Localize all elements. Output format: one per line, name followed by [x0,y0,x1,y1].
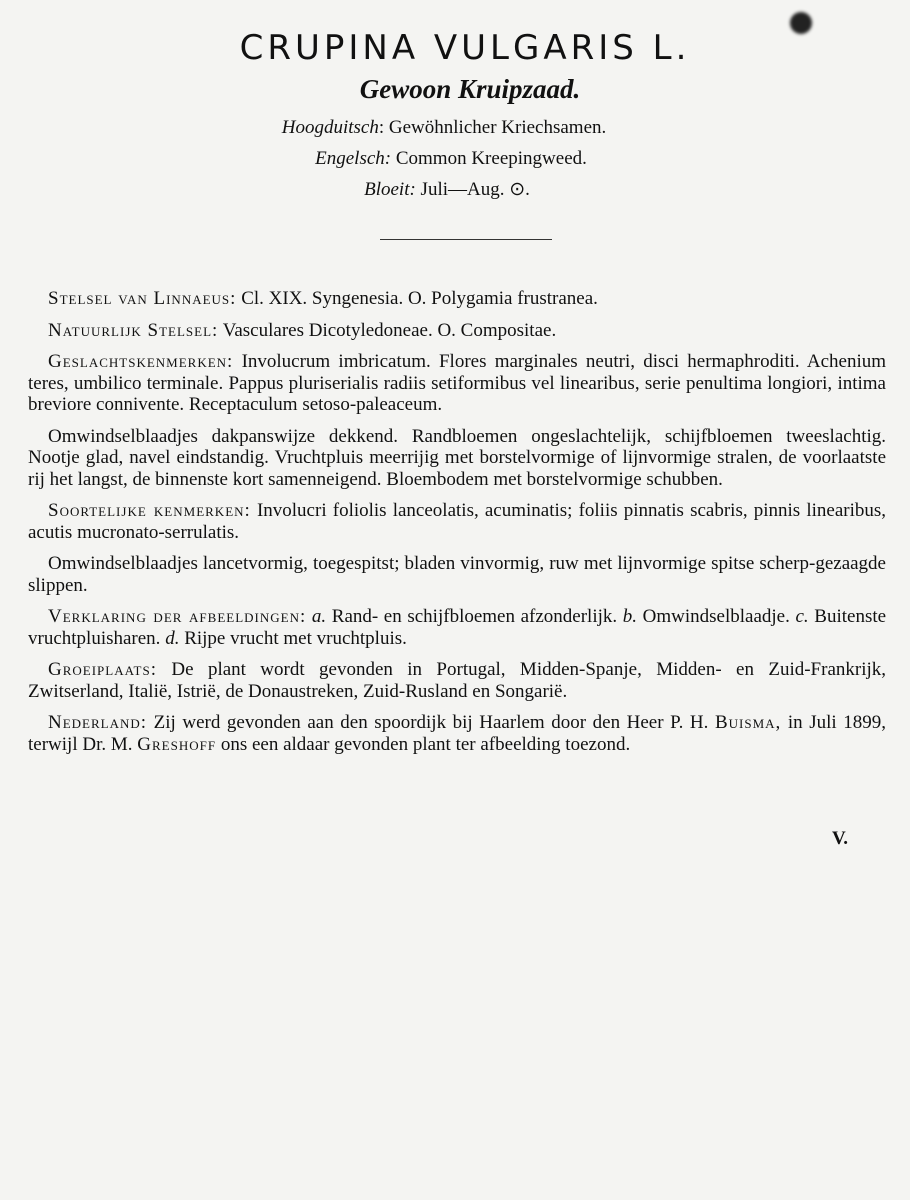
english-name-line [0,143,910,174]
genus-characters-latin [28,351,886,416]
netherlands-text-3: ons een aldaar gevonden plant ter afbeelding toezond. [220,733,631,755]
natural-system-text: Vasculares Dicotyledoneae. O. Compositae. [222,319,557,341]
english-name: Common Kreepingweed. [395,148,587,169]
figure-key-b: b. [622,606,638,627]
netherlands-text-2: in Juli 1899, terwijl Dr. M. [28,712,887,755]
natural-system [28,320,886,342]
figure-key-d: d. [165,627,180,649]
figure-text-a: Rand- en schijfbloemen afzonderlijk. [331,606,618,627]
figure-key-c: c. [795,606,809,627]
linnaeus-label: Stelsel van Linnaeus: [48,288,237,309]
figure-text-c: Buitenste vruchtpluisharen. [28,606,887,649]
author-signature: V. [832,828,849,849]
figure-explanation [28,606,886,649]
species-characters-latin [28,500,886,543]
german-name-line: Hoogduitsch: Gewöhnlicher Kriechsamen. [281,117,607,138]
german-name: Gewöhnlicher Kriechsamen. [388,117,607,138]
netherlands-text-1: Zij werd gevonden aan den spoordijk bij Haarlem door den Heer P. H. [153,712,709,733]
figure-explanation-label: Verklaring der afbeeldingen: [48,606,307,627]
linnaeus-text: Cl. XIX. Syngenesia. O. Polygamia frustranea. [241,288,598,309]
figure-text-b: Omwindselblaadje. [642,606,790,627]
english-label: Engelsch: [315,148,392,169]
species-title: CRUPINA VULGARIS L. [239,28,691,68]
document-header [0,28,910,205]
species-characters-dutch: Omwindselblaadjes lancetvormig, toegespitst; bladen vinvormig, ruw met lijnvormige spitse scherp-gezaagde slippen. [28,553,886,596]
habitat-label: Groeiplaats: [48,659,158,680]
document-body [28,288,886,765]
dutch-name: Gewoon Kruipzaad. [359,74,581,104]
species-characters-latin-text: Involucri foliolis lanceolatis, acuminatis; foliis pinnatis scabris, pinnis linearibus, acutis mucronato-serrulatis. [28,500,886,543]
netherlands-record [28,712,886,755]
flowering-period: Juli—Aug. ⊙. [420,179,530,200]
figure-text-d: Rijpe vrucht met vruchtpluis. [184,627,407,649]
collector-name: Buisma, [714,712,782,733]
flowering-label: Bloeit: [364,179,416,200]
german-label: Hoogduitsch [281,117,379,138]
linnaeus-system [28,288,886,310]
sender-name: Greshoff [137,733,217,755]
genus-characters-latin-text: Involucrum imbricatum. Flores marginales neutri, disci hermaphroditi. Achenium teres, umbilico terminale. Pappus pluriserialis radiis setiformibus vel linearibus, serie penultima longiori, intima breviore connivente. Receptaculum setoso-paleaceum. [28,351,886,415]
netherlands-label: Nederland: [48,712,148,733]
genus-characters-label: Geslachtskenmerken: [48,351,234,372]
divider-rule [380,239,552,240]
habitat-text: De plant wordt gevonden in Portugal, Midden-Spanje, Midden- en Zuid-Frankrijk, Zwitserland, Italië, Istrië, de Donaustreken, Zuid-Rusland en Songarië. [28,659,887,702]
genus-characters-dutch: Omwindselblaadjes dakpanswijze dekkend. Randbloemen ongeslachtelijk, schijfbloemen tweeslachtig. Nootje glad, navel eindstandig. Vruchtpluis meerrijig met borstelvormige of lijnvormige stralen, de voorlaatste rij het langst, de binnenste kort samenneigend. Bloembodem met borstelvormige schubben. [28,425,886,490]
species-characters-label: Soortelijke kenmerken: [48,500,251,521]
natural-system-label: Natuurlijk Stelsel: [48,319,219,341]
figure-key-a: a. [311,606,327,627]
habitat [28,659,886,702]
flowering-line [0,174,910,205]
